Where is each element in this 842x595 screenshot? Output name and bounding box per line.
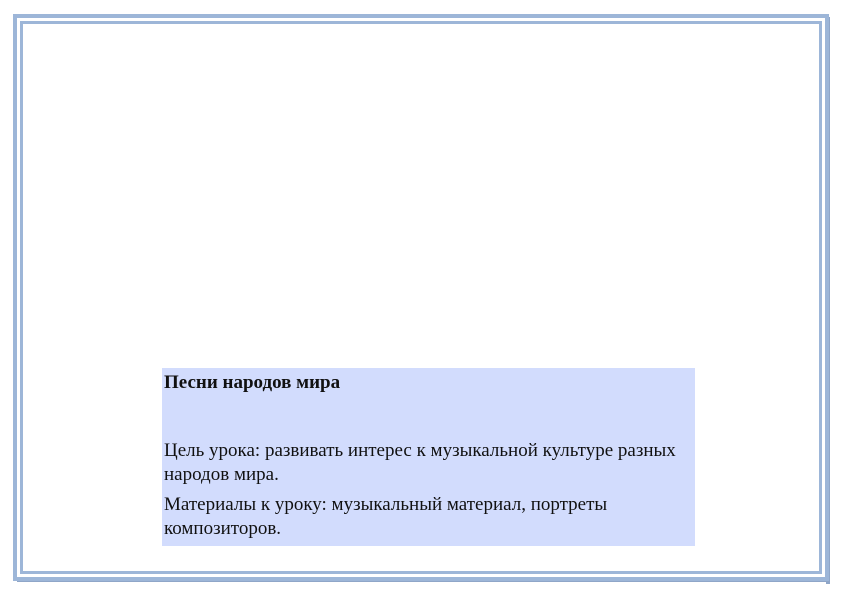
lesson-goal: Цель урока: развивать интерес к музыкальной культуре разных народов мира. bbox=[164, 440, 676, 485]
lesson-info-box bbox=[162, 368, 695, 546]
lesson-title: Песни народов мира bbox=[164, 372, 341, 393]
lesson-materials: Материалы к уроку: музыкальный материал, портреты композиторов. bbox=[164, 494, 608, 539]
